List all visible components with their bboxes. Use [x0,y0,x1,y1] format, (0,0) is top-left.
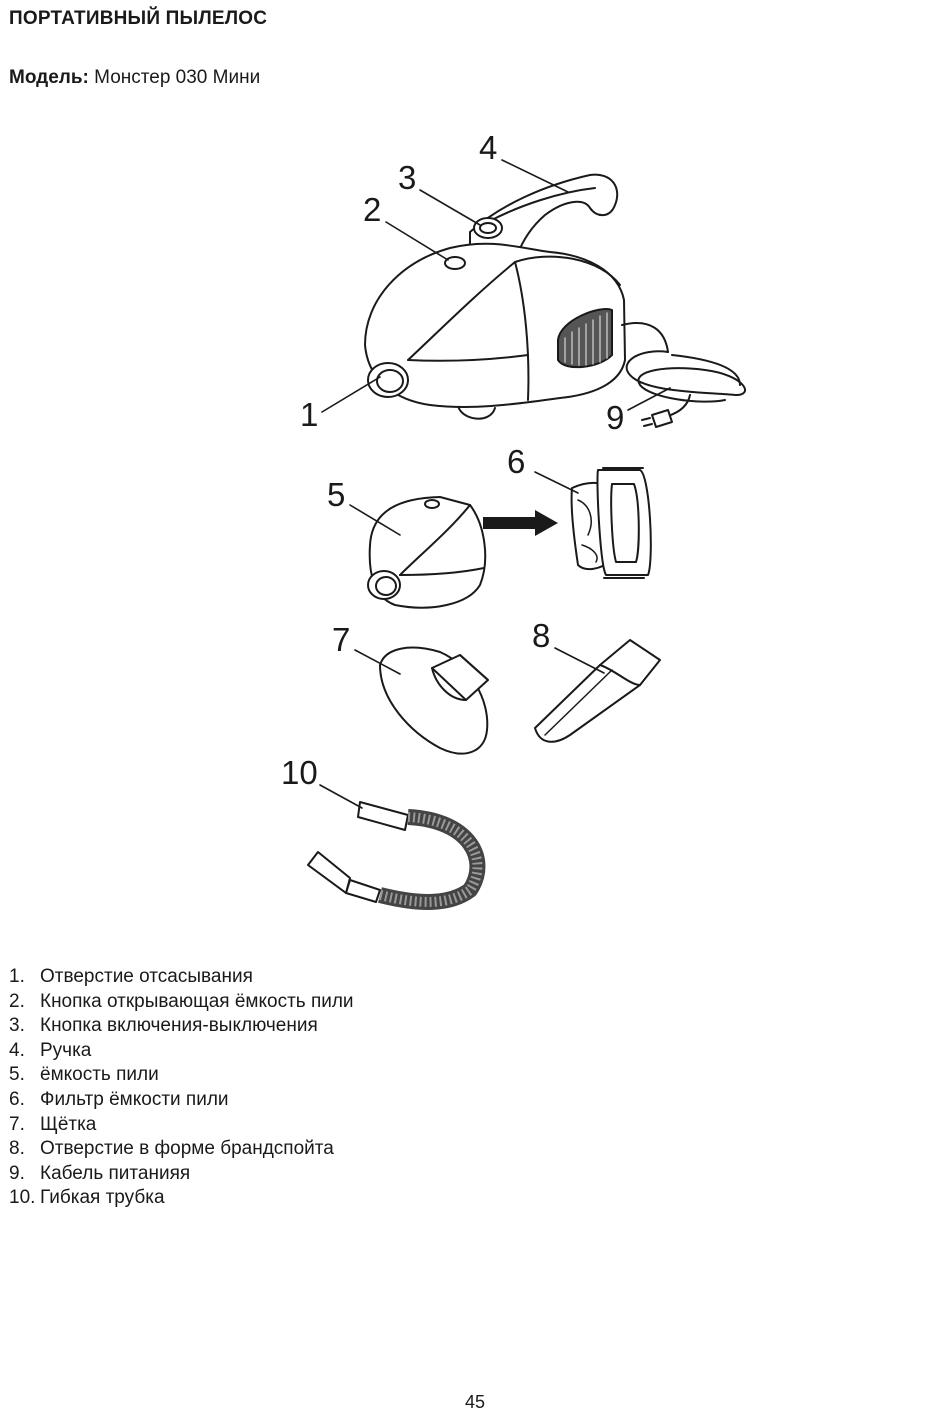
callout-3: 3 [398,159,417,196]
product-diagram [0,120,950,920]
callout-8: 8 [532,617,551,654]
item-label: Кнопка открывающая ёмкость пили [40,990,354,1012]
list-item [9,965,354,990]
page-title: ПОРТАТИВНЫЙ ПЫЛЕЛОС [9,8,268,29]
list-item [9,1039,354,1064]
model-label: Модель: [9,67,89,88]
vacuum-main-unit [365,175,745,427]
item-number: 4. [9,1039,25,1061]
item-number: 5. [9,1064,25,1086]
callout-9: 9 [606,399,625,436]
dust-container-drawing [368,497,485,608]
item-number: 10. [9,1187,36,1209]
item-label: Кнопка включения-выключения [40,1015,318,1037]
list-item [9,990,354,1015]
item-number: 6. [9,1088,25,1110]
item-number: 2. [9,990,25,1012]
model-line [9,67,260,89]
item-label: Отверстие отсасывания [40,966,253,987]
item-number: 7. [9,1113,25,1135]
item-label: Ручка [40,1039,92,1061]
callout-4: 4 [479,129,498,166]
list-item [9,1088,354,1113]
item-label: Щётка [40,1113,97,1135]
parts-list [9,965,354,1211]
item-label: Гибкая трубка [40,1187,165,1209]
callout-1: 1 [300,396,319,433]
list-item [9,1014,354,1039]
list-item [9,1186,354,1211]
flexible-hose-drawing [308,802,477,902]
item-number: 3. [9,1015,25,1037]
model-value: Монстер 030 Мини [94,67,261,88]
callout-10: 10 [281,754,318,791]
arrow-icon [483,510,558,536]
list-item [9,1162,354,1187]
brush-drawing [380,648,488,754]
page-number: 45 [464,1392,486,1412]
item-label: Отверстие в форме брандспойта [40,1138,334,1160]
item-number: 8. [9,1138,25,1160]
filter-drawing [572,468,651,578]
callout-6: 6 [507,443,526,480]
item-label: Фильтр ёмкости пили [40,1088,229,1110]
callout-7: 7 [332,621,351,658]
item-number: 9. [9,1162,25,1184]
list-item [9,1063,354,1088]
list-item [9,1113,354,1138]
item-label: ёмкость пили [40,1064,159,1086]
list-item [9,1137,354,1162]
callout-5: 5 [327,476,346,513]
callout-2: 2 [363,191,382,228]
crevice-nozzle-drawing [535,640,660,742]
item-label: Кабель питанияя [40,1162,191,1184]
item-number: 1. [9,966,25,987]
